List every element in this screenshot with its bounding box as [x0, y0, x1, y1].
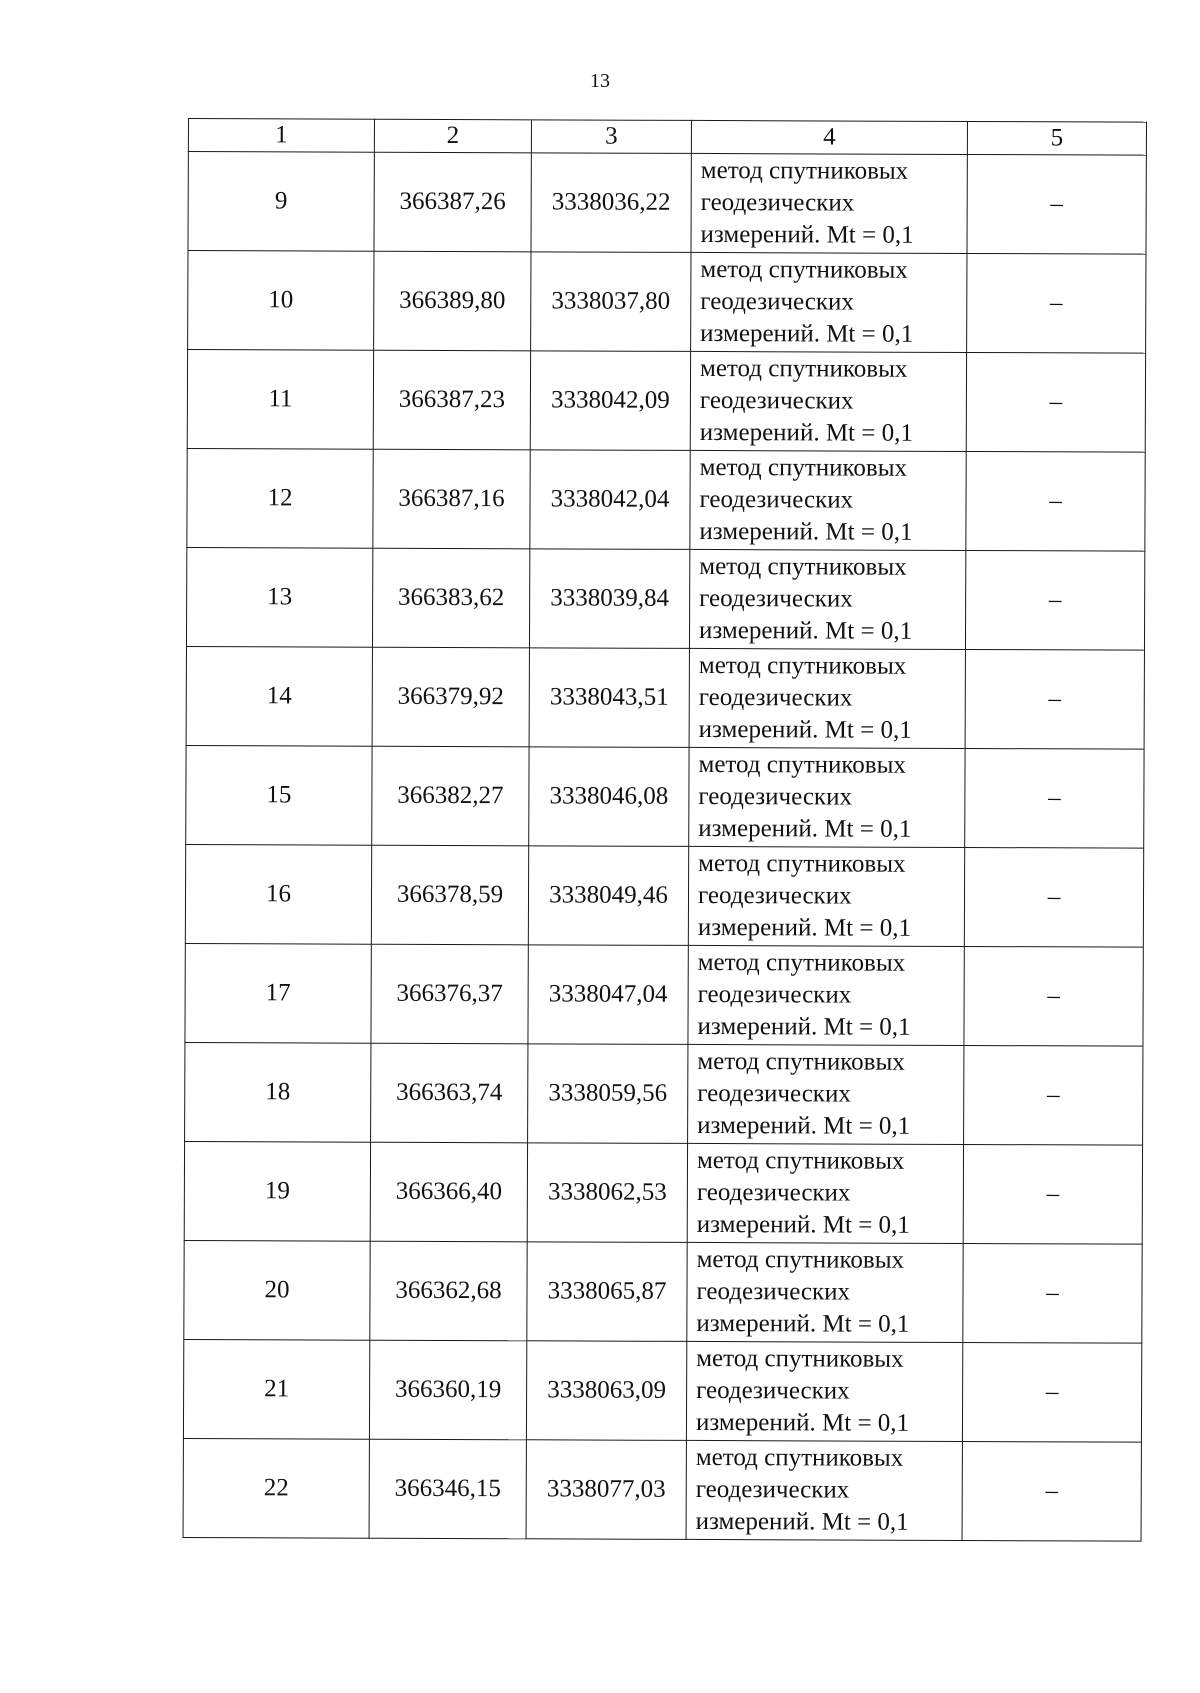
- note-cell: –: [962, 1342, 1141, 1442]
- table-row: [184, 1141, 1142, 1244]
- method-line: измерений. Mt = 0,1: [700, 220, 914, 249]
- method-line: геодезических: [698, 683, 853, 712]
- note-cell: –: [963, 1243, 1142, 1343]
- method-cell: [689, 648, 965, 748]
- method-line: метод спутниковых: [697, 948, 906, 977]
- y-coordinate-cell: 3338062,53: [527, 1143, 687, 1243]
- note-cell: –: [962, 1441, 1141, 1541]
- method-cell: [689, 747, 965, 847]
- method-cell: [690, 351, 966, 451]
- table-row: [184, 1240, 1142, 1343]
- method-line: измерений. Mt = 0,1: [698, 814, 912, 843]
- point-number-cell: 11: [187, 350, 373, 450]
- method-line: измерений. Mt = 0,1: [695, 1408, 910, 1437]
- header-col-5: 5: [967, 121, 1146, 155]
- method-line: измерений. Mt = 0,1: [697, 1111, 911, 1140]
- note-cell: –: [964, 1045, 1143, 1145]
- note-cell: –: [963, 1144, 1142, 1244]
- method-line: геодезических: [697, 881, 852, 910]
- note-cell: –: [965, 748, 1144, 848]
- method-line: метод спутниковых: [697, 1047, 905, 1076]
- y-coordinate-cell: 3338046,08: [529, 747, 689, 847]
- method-line: геодезических: [696, 1178, 851, 1207]
- method-line: метод спутниковых: [696, 1245, 905, 1274]
- method-line: измерений. Mt = 0,1: [695, 1507, 909, 1536]
- method-cell: [687, 1143, 963, 1243]
- table-row: [183, 1339, 1141, 1442]
- y-coordinate-cell: 3338049,46: [528, 846, 688, 946]
- note-cell: –: [965, 649, 1144, 749]
- point-number-cell: 10: [188, 251, 374, 351]
- x-coordinate-cell: 366387,26: [374, 152, 531, 252]
- note-cell: –: [964, 946, 1143, 1046]
- point-number-cell: 22: [183, 1438, 369, 1538]
- method-cell: [687, 1242, 963, 1342]
- point-number-cell: 20: [184, 1240, 370, 1340]
- method-cell: [686, 1440, 962, 1540]
- method-line: метод спутниковых: [698, 849, 906, 878]
- method-cell: [691, 153, 967, 253]
- table-row: [185, 943, 1143, 1046]
- method-line: измерений. Mt = 0,1: [699, 517, 913, 546]
- header-col-3: 3: [531, 120, 691, 154]
- table-row: [188, 251, 1146, 354]
- table-row: [185, 1042, 1143, 1145]
- page-number: 13: [590, 70, 610, 92]
- method-cell: [688, 945, 964, 1045]
- table-row: [185, 844, 1143, 947]
- point-number-cell: 9: [188, 152, 374, 252]
- table-row: [186, 646, 1144, 749]
- method-line: измерений. Mt = 0,1: [696, 1309, 910, 1338]
- method-line: метод спутниковых: [700, 255, 908, 284]
- point-number-cell: 18: [185, 1042, 371, 1142]
- x-coordinate-cell: 366376,37: [371, 944, 528, 1044]
- table-row: [187, 448, 1145, 551]
- point-number-cell: 14: [186, 646, 372, 746]
- point-number-cell: 16: [185, 844, 371, 944]
- point-number-cell: 13: [186, 547, 372, 647]
- method-line: измерений. Mt = 0,1: [696, 1210, 910, 1239]
- method-line: метод спутниковых: [699, 552, 907, 581]
- method-line: геодезических: [699, 584, 853, 613]
- x-coordinate-cell: 366346,15: [369, 1439, 526, 1539]
- point-number-cell: 15: [186, 745, 372, 845]
- method-cell: [689, 549, 965, 649]
- point-number-cell: 12: [187, 448, 373, 548]
- method-cell: [688, 1044, 964, 1144]
- method-line: геодезических: [700, 287, 854, 316]
- method-line: геодезических: [700, 188, 855, 217]
- table-row: [188, 152, 1146, 255]
- x-coordinate-cell: 366378,59: [371, 845, 528, 945]
- point-number-cell: 17: [185, 943, 371, 1043]
- note-cell: –: [964, 847, 1143, 947]
- y-coordinate-cell: 3338042,09: [530, 351, 690, 451]
- x-coordinate-cell: 366383,62: [372, 548, 529, 648]
- method-line: геодезических: [697, 980, 852, 1009]
- table-header: [188, 119, 1146, 156]
- header-col-1: 1: [188, 119, 374, 153]
- method-line: геодезических: [698, 782, 853, 811]
- method-line: геодезических: [699, 485, 854, 514]
- method-line: геодезических: [697, 1079, 851, 1108]
- coordinates-table: [183, 118, 1147, 1542]
- x-coordinate-cell: 366360,19: [369, 1340, 526, 1440]
- method-cell: [686, 1341, 962, 1441]
- method-line: измерений. Mt = 0,1: [698, 715, 912, 744]
- x-coordinate-cell: 366382,27: [372, 746, 529, 846]
- table-row: [186, 547, 1144, 650]
- method-line: геодезических: [696, 1376, 850, 1405]
- note-cell: –: [966, 451, 1145, 551]
- method-cell: [690, 450, 966, 550]
- y-coordinate-cell: 3338037,80: [531, 252, 691, 352]
- method-line: метод спутниковых: [696, 1146, 905, 1175]
- header-col-4: 4: [691, 120, 967, 154]
- x-coordinate-cell: 366379,92: [372, 647, 529, 747]
- method-line: метод спутниковых: [699, 453, 908, 482]
- header-col-2: 2: [374, 119, 531, 153]
- method-line: метод спутниковых: [700, 156, 909, 185]
- y-coordinate-cell: 3338059,56: [528, 1044, 688, 1144]
- y-coordinate-cell: 3338047,04: [528, 945, 688, 1045]
- table-row: [186, 745, 1144, 848]
- method-line: геодезических: [699, 386, 854, 415]
- method-cell: [691, 252, 967, 352]
- method-line: измерений. Mt = 0,1: [698, 616, 913, 645]
- point-number-cell: 21: [183, 1339, 369, 1439]
- method-line: геодезических: [695, 1475, 850, 1504]
- y-coordinate-cell: 3338039,84: [529, 549, 689, 649]
- x-coordinate-cell: 366387,16: [373, 449, 530, 549]
- y-coordinate-cell: 3338077,03: [526, 1440, 686, 1540]
- header-row: [188, 119, 1146, 156]
- point-number-cell: 19: [184, 1141, 370, 1241]
- method-line: измерений. Mt = 0,1: [697, 1012, 911, 1041]
- y-coordinate-cell: 3338042,04: [530, 450, 690, 550]
- table-body: [183, 152, 1146, 1542]
- y-coordinate-cell: 3338063,09: [526, 1341, 686, 1441]
- x-coordinate-cell: 366363,74: [371, 1043, 528, 1143]
- x-coordinate-cell: 366366,40: [370, 1142, 527, 1242]
- method-line: измерений. Mt = 0,1: [700, 319, 914, 348]
- method-line: измерений. Mt = 0,1: [697, 913, 912, 942]
- method-cell: [688, 846, 964, 946]
- method-line: метод спутниковых: [696, 1344, 904, 1373]
- note-cell: –: [966, 352, 1145, 452]
- x-coordinate-cell: 366362,68: [370, 1241, 527, 1341]
- note-cell: –: [967, 154, 1146, 254]
- method-line: геодезических: [696, 1277, 851, 1306]
- method-line: измерений. Mt = 0,1: [699, 418, 913, 447]
- method-line: метод спутниковых: [698, 750, 906, 779]
- y-coordinate-cell: 3338065,87: [527, 1242, 687, 1342]
- y-coordinate-cell: 3338043,51: [529, 648, 689, 748]
- x-coordinate-cell: 366389,80: [374, 251, 531, 351]
- method-line: метод спутниковых: [699, 354, 908, 383]
- table-row: [183, 1438, 1141, 1541]
- table-row: [187, 350, 1145, 453]
- note-cell: –: [965, 550, 1144, 650]
- note-cell: –: [967, 253, 1146, 353]
- y-coordinate-cell: 3338036,22: [531, 153, 691, 253]
- x-coordinate-cell: 366387,23: [373, 350, 530, 450]
- method-line: метод спутниковых: [698, 651, 907, 680]
- method-line: метод спутниковых: [695, 1443, 904, 1472]
